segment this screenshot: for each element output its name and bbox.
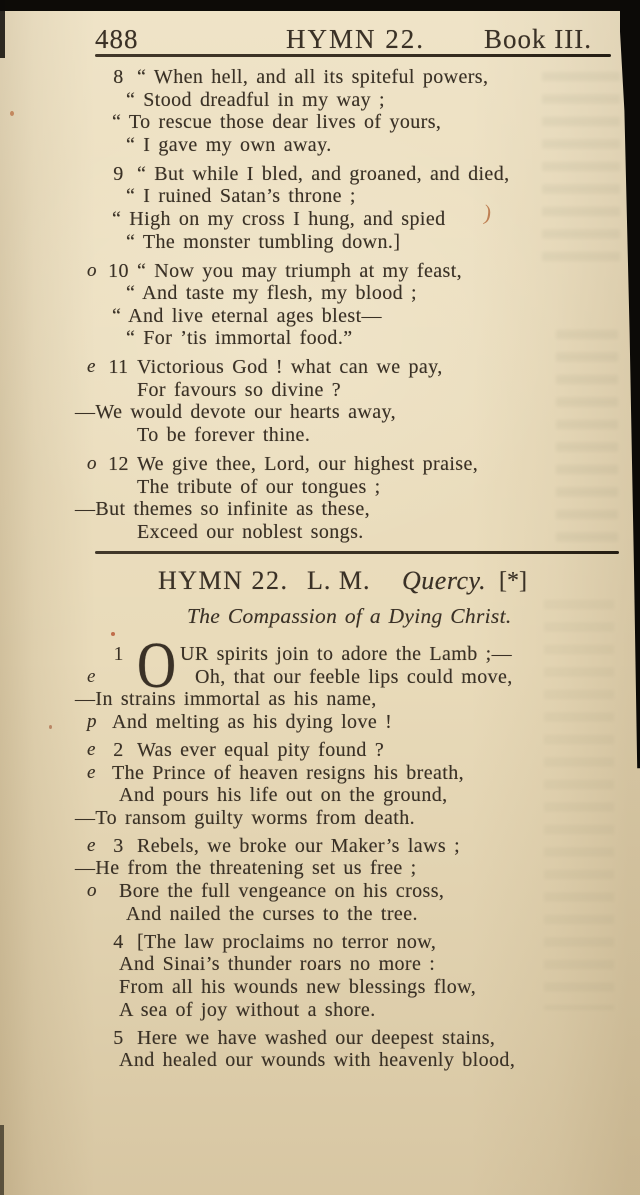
dropcap-letter: O [137,629,177,702]
verse-line [0,356,640,379]
hymn-21-verses [0,66,640,543]
verse-number: 1 [113,643,124,665]
verse-line [0,163,640,186]
verse-line [0,857,640,880]
verse [0,739,640,829]
verse-text: “ High on my cross I hung, and spied [112,207,446,230]
verse-text: “ Now you may triumph at my feast, [137,259,463,282]
verse-line [0,379,640,402]
verse-text: “ For ’tis immortal food.” [126,327,353,350]
verse-line [0,401,640,424]
verse-line [0,231,640,254]
verse-line [0,424,640,447]
hymn-22-verses [0,739,640,1072]
verse-line [0,260,640,283]
verse-text: “ I gave my own away. [126,133,332,156]
verse-line [0,999,640,1022]
verse-text: [The law proclaims no terror now, [137,930,437,953]
verse-text: And pours his life out on the ground, [119,784,448,807]
verse-text: A sea of joy without a shore. [119,998,376,1021]
verse-text: “ And taste my flesh, my blood ; [126,282,417,305]
ink-speck [49,725,52,729]
verse-text: Exceed our noblest songs. [137,520,364,543]
verse-line [0,666,640,689]
verse-number: 10 [108,259,129,282]
verse-line [0,1049,640,1072]
verse-line [0,835,640,858]
running-title: HYMN 22. [286,24,426,54]
hymn-tune-name: Quercy. [402,566,487,595]
expression-marker: o [87,259,97,281]
verse-text: “ To rescue those dear lives of yours, [112,111,442,134]
verse-text: “ The monster tumbling down.] [126,230,401,253]
verse-line [0,739,640,762]
verse-line [0,282,640,305]
verse-line [0,66,640,89]
verse-text: “ When hell, and all its spiteful powers, [137,66,489,88]
verse-line [0,976,640,999]
verse [0,453,640,543]
expression-marker: p [87,710,97,732]
verse-line [0,1027,640,1050]
stray-pen-mark: ) [482,199,494,226]
book-title: Book III. [484,24,592,54]
verse-line [0,784,640,807]
scan-edge-top [0,0,640,11]
verse-text: And melting as his dying love ! [112,710,393,733]
verse-line [0,476,640,499]
verse-number: 9 [113,162,124,185]
ink-speck [111,632,115,636]
verse-line [0,931,640,954]
verse-number: 5 [113,1026,124,1049]
verse-text: And healed our wounds with heavenly blood, [119,1049,516,1072]
verse-text: The tribute of our tongues ; [137,475,381,498]
verse-line [0,111,640,134]
section-rule [95,551,619,554]
hymn-number: HYMN 22. [158,566,289,595]
verse-number: 2 [113,739,124,761]
verse-line [0,521,640,544]
ink-speck [10,111,14,116]
hymn-heading [0,566,640,598]
verse-text: And nailed the curses to the tree. [126,902,418,925]
expression-marker: e [87,761,96,783]
verse-line [0,327,640,350]
verse-line [0,953,640,976]
verse [0,835,640,925]
verse-line [0,643,640,666]
verse-line [0,89,640,112]
verse-text: The Prince of heaven resigns his breath, [112,761,465,784]
verse-line [0,711,640,734]
verse-text: —In strains immortal as his name, [75,688,377,711]
verse-text: And Sinai’s thunder roars no more : [119,953,436,976]
verse-number: 3 [113,834,124,857]
verse-text: UR spirits join to adore the Lamb ;— [180,643,513,665]
verse-text: “ Stood dreadful in my way ; [126,88,385,111]
expression-marker: o [87,880,97,902]
scan-edge-bottom-left [0,1125,4,1195]
verse-line [0,903,640,926]
verse-text: —He from the threatening set us free ; [75,857,417,880]
hymn-selection-mark: [*] [499,568,527,594]
verse-line [0,453,640,476]
expression-marker: e [87,665,96,687]
expression-marker: o [87,453,97,475]
verse-line [0,498,640,521]
verse-line [0,208,640,231]
verse-line [0,185,640,208]
verse [0,931,640,1021]
verse-1-dropcap-block [0,629,640,733]
verse-text: —But themes so infinite as these, [75,498,371,521]
verse-line [0,305,640,328]
verse [0,356,640,446]
verse-line [0,134,640,157]
verse-number: 11 [108,356,129,379]
verse-text: Was ever equal pity found ? [137,739,385,761]
verse-1-tail-lines [0,688,640,733]
verse-line [0,880,640,903]
verse-text: Oh, that our feeble lips could move, [195,665,513,688]
hymn-subtitle: The Compassion of a Dying Christ. [187,604,512,628]
verse-text: To be forever thine. [137,424,311,447]
verse-text: For favours so divine ? [137,378,342,401]
verse-text: —We would devote our hearts away, [75,401,396,424]
verse-number: 12 [108,453,129,476]
verse-number: 8 [113,66,124,88]
verse-text: Victorious God ! what can we pay, [137,356,443,379]
verse-text: We give thee, Lord, our highest praise, [137,453,479,476]
verse-text: “ But while I bled, and groaned, and died, [137,162,510,185]
verse-line [0,688,640,711]
expression-marker: e [87,834,96,856]
verse-line [0,807,640,830]
verse-text: From all his wounds new blessings flow, [119,975,477,998]
verse-text: “ I ruined Satan’s throne ; [126,185,356,208]
verse [0,66,640,156]
verse-text: Here we have washed our deepest stains, [137,1026,496,1049]
hymn-meter: L. M. [307,566,371,595]
verse [0,1027,640,1072]
verse-number: 4 [113,930,124,953]
verse [0,260,640,350]
verse-text: —To ransom guilty worms from death. [75,806,415,829]
verse-text: “ And live eternal ages blest— [112,304,382,327]
expression-marker: e [87,739,96,760]
page-number: 488 [95,24,139,54]
header-rule [95,54,611,57]
expression-marker: e [87,356,96,378]
verse-line [0,762,640,785]
verse-text: Bore the full vengeance on his cross, [119,880,445,903]
verse-text: Rebels, we broke our Maker’s laws ; [137,834,461,857]
page-header [0,25,640,55]
verse [0,163,640,253]
